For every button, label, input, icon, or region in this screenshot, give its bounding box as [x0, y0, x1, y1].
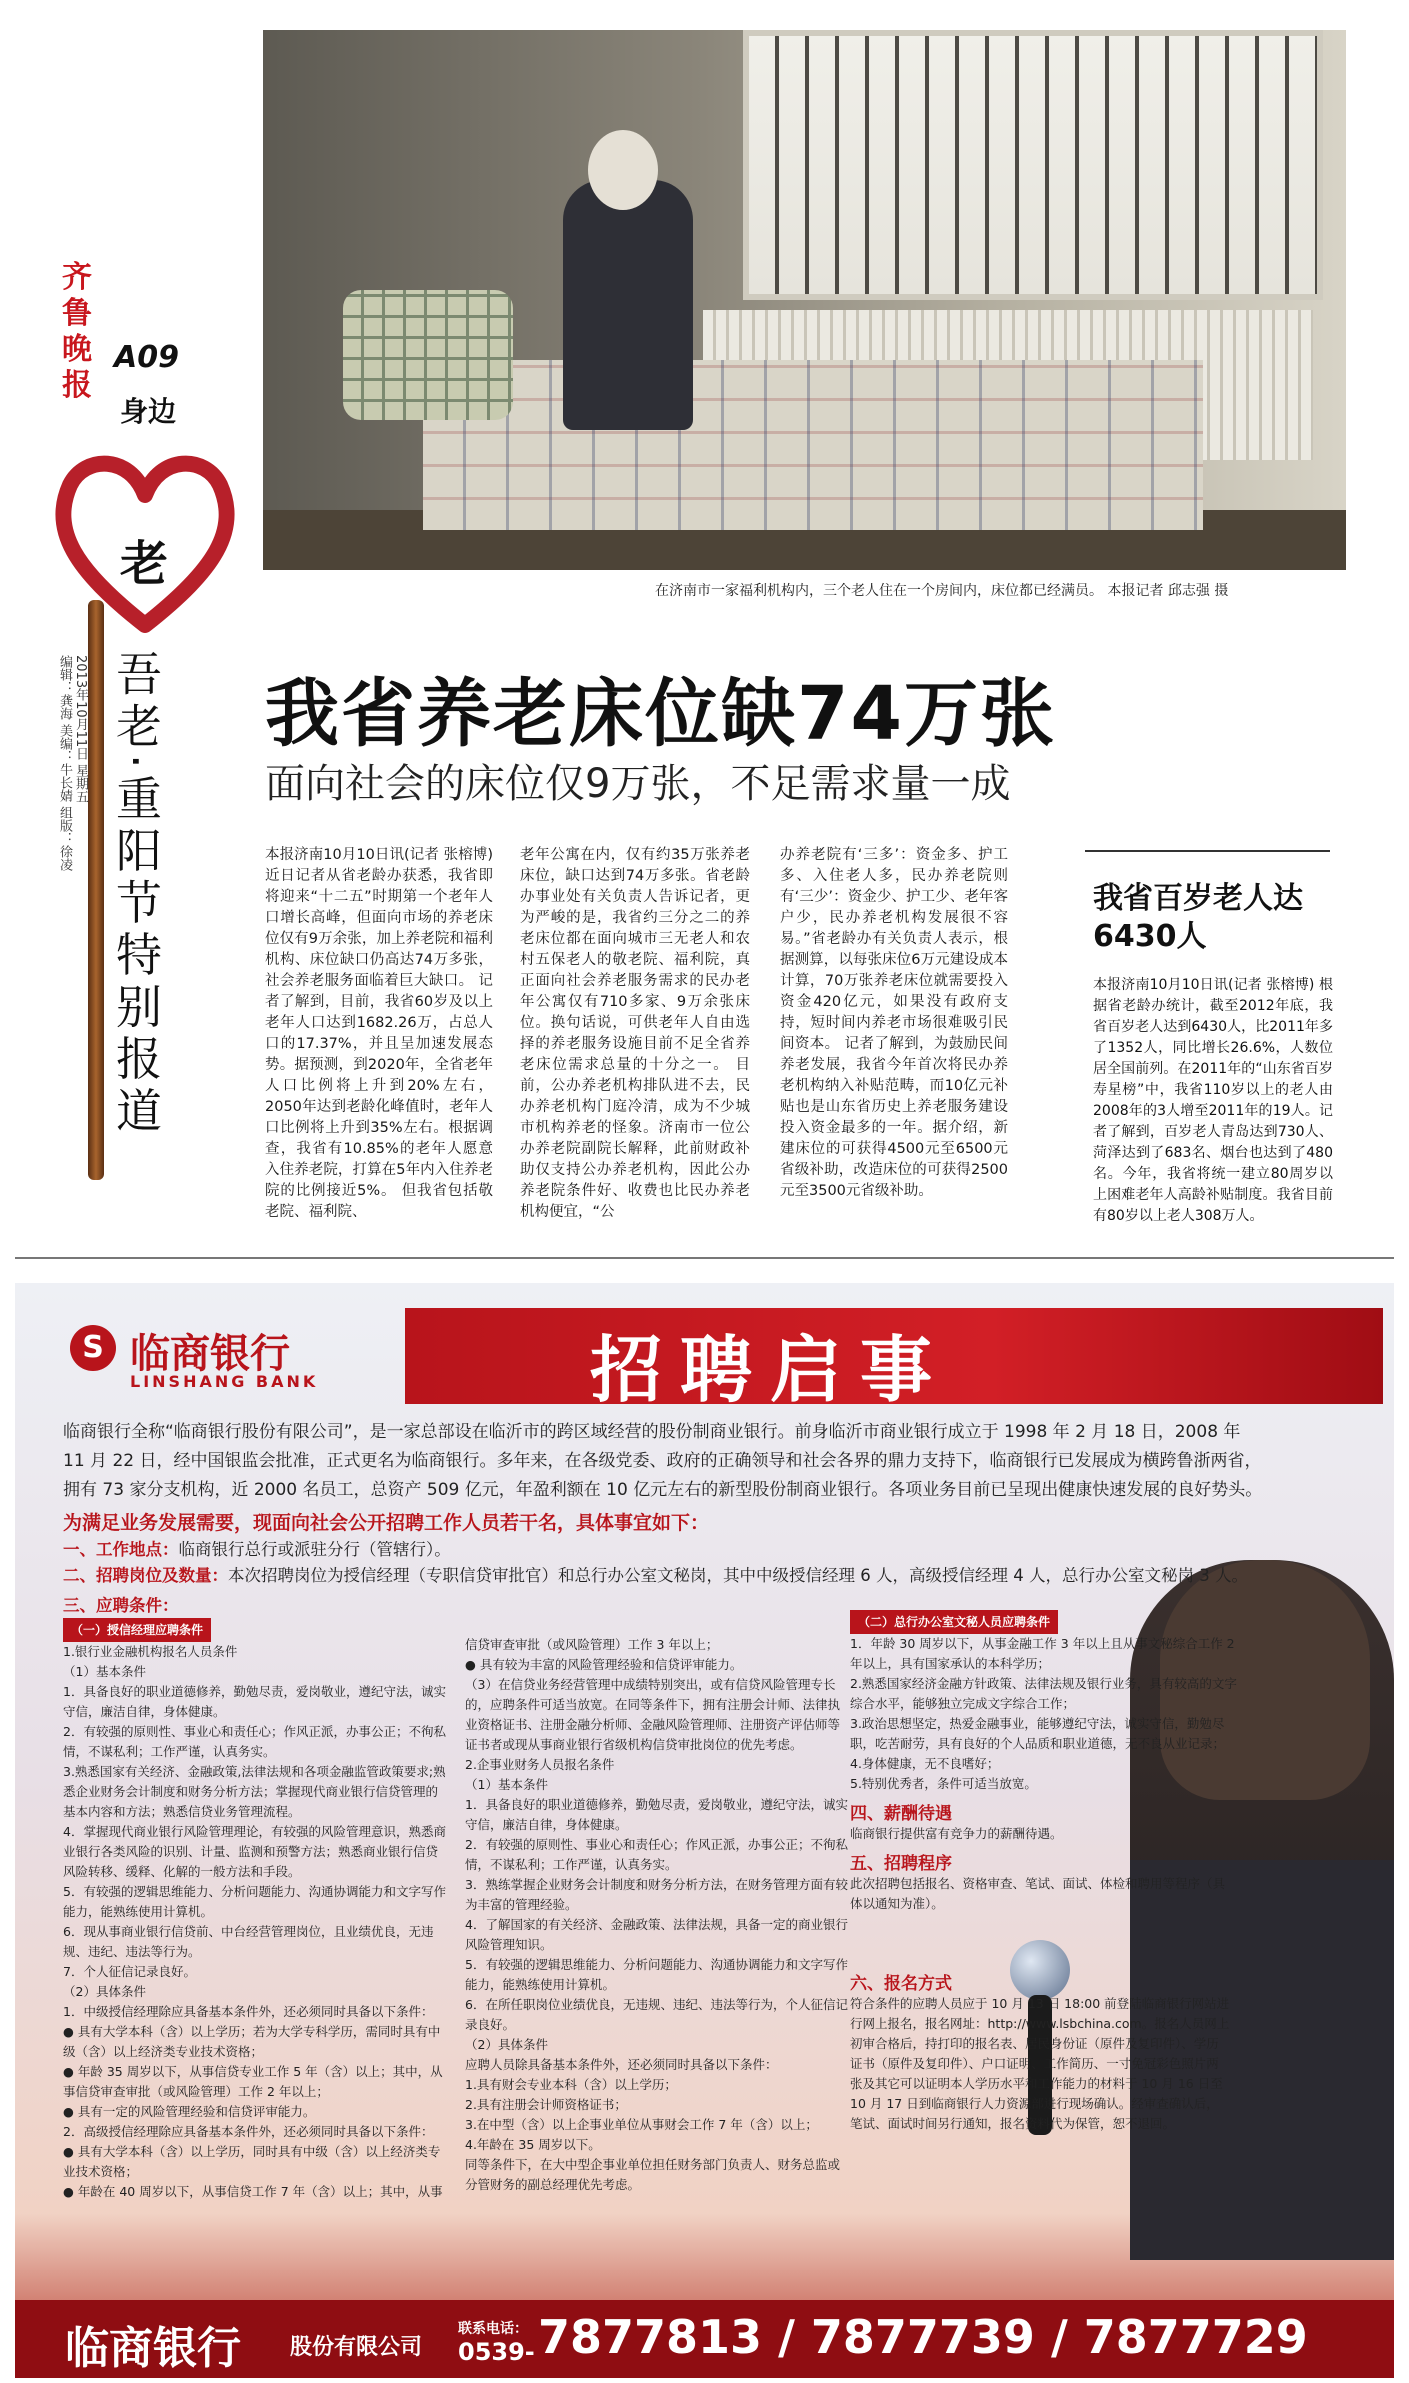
bank-introduction: 临商银行全称“临商银行股份有限公司”，是一家总部设在临沂市的跨区域经营的股份制商业银行。前身临沂市商业银行成立于 1998 年 2 月 18 日，2008 年 11 月 22 日，经中国银监会批准，正式更名为临商银行。多年来，在各级党委、政府的正确领导和社会各界的鼎力支持下，临商银行已发展成为横跨鲁浙两省，拥有 73 家分支机构，近 2000 名员工，总资产 509 亿元，年盈利额在 10 亿元左右的新型股份制商业银行。各项业务目前已呈现出健康快速发展的良好势头。 [63, 1422, 1263, 1500]
cane-decoration [88, 600, 104, 1180]
photo-caption: 在济南市一家福利机构内，三个老人住在一个房间内，床位都已经满员。 本报记者 邱志强 摄 [655, 583, 1229, 599]
news-photo [263, 30, 1346, 570]
section-name: 身边 [120, 395, 177, 428]
requirements-column-3 [850, 1610, 1240, 2134]
salary-text: 临商银行提供富有竞争力的薪酬待遇。 [850, 1826, 1063, 1841]
bank-name-en: LINSHANG BANK [130, 1372, 319, 1391]
newspaper-brand: 齐鲁晚报 [62, 260, 92, 403]
requirements-label: 三、应聘条件： [63, 1596, 179, 1615]
vertical-section-title: 吾老·重阳节特别报道 [109, 650, 163, 1139]
bank-logo-icon: S [70, 1325, 116, 1371]
positions-text: 本次招聘岗位为授信经理（专职信贷审批官）和总行办公室文秘岗，其中中级授信经理 6 人，高级授信经理 4 人，总行办公室文秘岗 3 人。 [228, 1566, 1248, 1585]
apply-heading: 六、报名方式 [850, 1974, 952, 1994]
editor-credits: 编辑：龚海 美编：牛长婧 组版：徐凌 [57, 655, 72, 872]
ad-title: 招聘启事 [590, 1327, 951, 1412]
requirements-column-2: 信贷审查审批（或风险管理）工作 3 年以上； ● 具有较为丰富的风险管理经验和信贷评审能力。 （3）在信贷业务经营管理中成绩特别突出，或有信贷风险管理专长的，应聘条件可适当放宽。在同等条件下，拥有注册会计师、法律执业资格证书、注册金融分析师、金融风险管理师、注册资产评估师等证书者或现从事商业银行省级机构信贷审批岗位的优先考虑。 2.企事业财务人员报名条件 （1）基本条件 1．具备良好的职业道德修养，勤勉尽责，爱岗敬业，遵纪守法，诚实守信，廉洁自律，身体健康。 2．有较强的原则性、事业心和责任心；作风正派，办事公正；不徇私情，不谋私利；工作严谨，认真务实。 3．熟练掌握企业财务会计制度和财务分析方法，在财务管理方面有较为丰富的管理经验。 4．了解国家的有关经济、金融政策、法律法规，具备一定的商业银行风险管理知识。 5．有较强的逻辑思维能力、分析问题能力、沟通协调能力和文字写作能力，能熟练使用计算机。 6．在所任职岗位业绩优良，无违规、违纪、违法等行为，个人征信记录良好。 （2）具体条件 应聘人员除具备基本条件外，还必须同时具备以下条件： 1.具有财会专业本科（含）以上学历； 2.具有注册会计师资格证书； 3.在中型（含）以上企事业单位从事财会工作 7 年（含）以上； 4.年龄在 35 周岁以下。 同等条件下，在大中型企事业单位担任财务部门负责人、财务总监或分管财务的副总经理优先考虑。 [465, 1637, 848, 2192]
work-location-text: 临商银行总行或派驻分行（管辖行）。 [178, 1540, 451, 1559]
credit-manager-requirements: 1.银行业金融机构报名人员条件 （1）基本条件 1．具备良好的职业道德修养，勤勉尽责，爱岗敬业，遵纪守法，诚实守信，廉洁自律，身体健康。 2．有较强的原则性、事业心和责任心；作风正派，办事公正；不徇私情，不谋私利；工作严谨，认真务实。 3.熟悉国家有关经济、金融政策,法律法规和各项金融监管政策要求;熟悉企业财务会计制度和财务分析方法；掌握现代商业银行信贷管理的基本内容和方法；熟悉信贷业务管理流程。 4．掌握现代商业银行风险管理理论，有较强的风险管理意识，熟悉商业银行各类风险的识别、计量、监测和预警方法；熟悉商业银行信贷风险转移、缓释、化解的一般方法和手段。 5．有较强的逻辑思维能力、分析问题能力、沟通协调能力和文字写作能力，能熟练使用计算机。 6．现从事商业银行信贷前、中台经营管理岗位，且业绩优良，无违规、违纪、违法等行为。 7．个人征信记录良好。 （2）具体条件 1．中级授信经理除应具备基本条件外，还必须同时具备以下条件： ● 具有大学本科（含）以上学历；若为大学专科学历，需同时具有中级（含）以上经济类专业技术资格； ● 年龄 35 周岁以下，从事信贷专业工作 5 年（含）以上；其中，从事信贷审查审批（或风险管理）工作 2 年以上； ● 具有一定的风险管理经验和信贷评审能力。 2．高级授信经理除应具备基本条件外，还必须同时具备以下条件： ● 具有大学本科（含）以上学历，同时具有中级（含）以上经济类专业技术资格； ● 年龄在 40 周岁以下，从事信贷工作 7 年（含）以上；其中，从事 [63, 1644, 446, 2199]
footer-bank-name: 临商银行 [65, 2323, 241, 2374]
sidebar-body: 本报济南10月10日讯(记者 张榕博) 根据省老龄办统计，截至2012年底，我省百岁老人达到6430人，比2011年多了1352人，同比增长26.6%，人数位居全国前列。在2011年的“山东省百岁寿星榜”中，我省110岁以上的老人由2008年的3人增至2011年的19人。记者了解到，百岁老人青岛达到730人、菏泽达到了683名、烟台也达到了480名。今年，我省将统一建立80周岁以上困难老年人高龄补贴制度。我省目前有80岁以上老人308万人。 [1093, 977, 1333, 1224]
issue-date: 2013年10月11日 星期五 [73, 655, 88, 804]
heart-character: 老 [120, 536, 169, 592]
sidebar-title: 我省百岁老人达6430人 [1093, 881, 1303, 954]
article-subheadline: 面向社会的床位仅9万张，不足需求量一成 [265, 761, 1011, 807]
recruitment-callout: 为满足业务发展需要，现面向社会公开招聘工作人员若干名，具体事宜如下： [63, 1512, 710, 1534]
apply-text: 符合条件的应聘人员应于 10 月 13 日 18:00 前登陆临商银行网站进行网上报名，报名网址：http://www.lsbchina.com。报名人员网上初审合格后，持打印的报名表、居民身份证（原件及复印件）、学历证书（原件及复印件）、户口证明、工作简历、一寸免冠彩色照片两张及其它可以证明本人学历水平和工作能力的材料于 10 月 16 日至 10 月 17 日到临商银行人力资源部进行现场确认。经审查确认后，笔试、面试时间另行通知，报名资料代为保管，恕不退回。 [850, 1996, 1230, 2131]
sidebar-rule [1085, 850, 1330, 852]
procedure-heading: 五、招聘程序 [850, 1854, 952, 1874]
contact-phones: 7877813 / 7877739 / 7877729 [538, 2310, 1308, 2364]
article-column-1: 本报济南10月10日讯(记者 张榕博) 近日记者从省老龄办获悉，我省即将迎来“十二五”时期第一个老年人口增长高峰，但面向市场的养老床位仅有9万余张，加上养老院和福利机构、床位缺口仍高达74万多张，社会养老服务面临着巨大缺口。 记者了解到，目前，我省60岁及以上老年人口达到1682.26万，占总人口的17.37%，并且呈加速发展态势。据预测，到2020年，全省老年人口比例将上升到20%左右，2050年达到老龄化峰值时，老年人口比例将上升到35%左右。根据调查，我省有10.85%的老年人愿意入住养老院，打算在5年内入住养老院的比例接近5%。 但我省包括敬老院、福利院、 [265, 847, 493, 1220]
secretary-label: （二）总行办公室文秘人员应聘条件 [850, 1610, 1058, 1634]
work-location-label: 一、工作地点： [63, 1540, 179, 1559]
requirements-column-1 [63, 1618, 448, 2202]
article-column-2: 老年公寓在内，仅有约35万张养老床位，缺口达到74万多张。省老龄办事业处有关负责人告诉记者，更为严峻的是，我省约三分之二的养老床位都在面向城市三无老人和农村五保老人的敬老院、福利院，真正面向社会养老服务需求的民办老年公寓仅有710多家、9万余张床位。换句话说，可供老年人自由选择的养老服务设施目前不足全省养老床位需求总量的十分之一。 目前，公办养老机构排队进不去，民办养老机构门庭冷清，成为不少城市机构养老的怪象。济南市一位公办养老院副院长解释，此前财政补助仅支持公办养老机构，因此公办养老院条件好、收费也比民办养老机构便宜，“公 [520, 847, 750, 1220]
page-number: A09 [114, 340, 179, 375]
page-divider [15, 1257, 1394, 1259]
procedure-text: 此次招聘包括报名、资格审查、笔试、面试、体检和聘用等程序（具体以通知为准）。 [850, 1876, 1226, 1911]
requirements-heading [63, 1592, 179, 1616]
positions-label: 二、招聘岗位及数量： [63, 1566, 228, 1585]
article-column-3: 办养老院有‘三多’：资金多、护工多、入住老人多，民办养老院则有‘三少’：资金少、护工少、老年客户少，民办养老机构发展很不容易。”省老龄办有关负责人表示，根据测算，以每张床位6万元建设成本计算，70万张养老床位就需要投入资金420亿元，如果没有政府支持，短时间内养老市场很难吸引民间资本。 记者了解到，为鼓励民间养老发展，我省今年首次将民办养老机构纳入补贴范畴，而10亿元补贴也是山东省历史上养老服务建设投入资金最多的一年。据介绍，新建床位的可获得4500元至6500元省级补助，改造床位的可获得2500元至3500元省级补助。 [780, 847, 1008, 1199]
footer-company-suffix: 股份有限公司 [290, 2335, 423, 2360]
article-headline: 我省养老床位缺74万张 [265, 671, 1056, 757]
secretary-requirements: 1．年龄 30 周岁以下，从事金融工作 3 年以上且从事文秘综合工作 2 年以上，具有国家承认的本科学历； 2.熟悉国家经济金融方针政策、法律法规及银行业务，具有较高的文字综合水平，能够独立完成文字综合工作； 3.政治思想坚定，热爱金融事业，能够遵纪守法，诚实守信，勤勉尽职，吃苦耐劳，具有良好的个人品质和职业道德，无不良从业记录； 4.身体健康，无不良嗜好； 5.特别优秀者，条件可适当放宽。 [850, 1636, 1237, 1791]
salary-heading: 四、薪酬待遇 [850, 1804, 952, 1824]
bank-name-cn: 临商银行 [130, 1330, 290, 1377]
positions [63, 1562, 1248, 1586]
work-location [63, 1536, 451, 1560]
contact-label: 联系电话： [458, 2321, 528, 2337]
area-code: 0539- [458, 2338, 535, 2366]
credit-manager-label: （一）授信经理应聘条件 [63, 1618, 211, 1642]
